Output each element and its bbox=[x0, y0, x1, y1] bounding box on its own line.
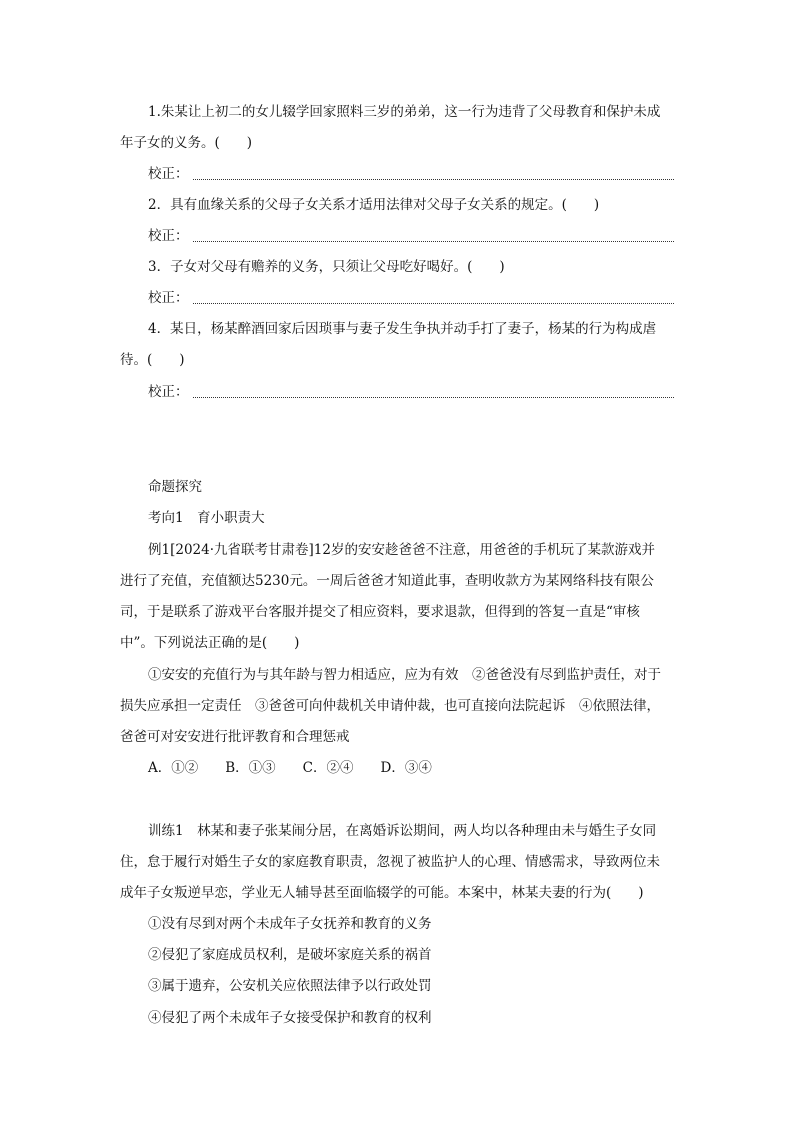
training-stem-line-2: 住，怠于履行对婚生子女的家庭教育职责，忽视了被监护人的心理、情感需求，导致两位未 bbox=[120, 854, 660, 870]
training-statement-4: ④侵犯了两个未成年子女接受保护和教育的权利 bbox=[148, 1010, 432, 1026]
example-statements-line-3: 爸爸可对安安进行批评教育和合理惩戒 bbox=[120, 729, 350, 745]
training-statement-2: ②侵犯了家庭成员权利，是破坏家庭关系的祸首 bbox=[148, 947, 432, 963]
question-4-line-1: 4．某日，杨某醉酒回家后因琐事与妻子发生争执并动手打了妻子，杨某的行为构成虐 bbox=[148, 321, 657, 337]
training-statement-1: ①没有尽到对两个未成年子女抚养和教育的义务 bbox=[148, 916, 432, 932]
example-stem-line-3: 司，于是联系了游戏平台客服并提交了相应资料，要求退款，但得到的答复一直是“审核 bbox=[120, 604, 640, 620]
training-statement-3: ③属于遗弃，公安机关应依照法律予以行政处罚 bbox=[148, 978, 432, 994]
question-1-line-2: 年子女的义务。( ) bbox=[120, 135, 253, 151]
example-statements-line-2: 损失应承担一定责任 ③爸爸可向仲裁机关申请仲裁，也可直接向法院起诉 ④依照法律， bbox=[120, 698, 660, 714]
question-3: 3．子女对父母有赡养的义务，只须让父母吃好喝好。( ) bbox=[148, 259, 505, 275]
example-stem-line-2: 进行了充值，充值额达5230元。一周后爸爸才知道此事，查明收款方为某网络科技有限公 bbox=[120, 573, 654, 589]
correction-label: 校正： bbox=[148, 384, 189, 400]
question-4-line-2: 待。( ) bbox=[120, 352, 185, 368]
correction-row-1 bbox=[148, 164, 674, 184]
training-stem-line-1: 训练1 林某和妻子张某闹分居，在离婚诉讼期间，两人均以各种理由未与婚生子女同 bbox=[148, 823, 657, 839]
section-title: 命题探究 bbox=[148, 479, 202, 495]
question-1-line-1: 1.朱某让上初二的女儿辍学回家照料三岁的弟弟，这一行为违背了父母教育和保护未成 bbox=[148, 104, 661, 120]
correction-label: 校正： bbox=[148, 228, 189, 244]
correction-row-4 bbox=[148, 382, 674, 402]
correction-blank[interactable] bbox=[193, 302, 675, 304]
correction-label: 校正： bbox=[148, 290, 189, 306]
direction-title: 考向1 育小职责大 bbox=[148, 510, 265, 526]
example-options: A．①② B．①③ C．②④ D．③④ bbox=[148, 760, 432, 776]
example-stem-line-4: 中”。下列说法正确的是( ) bbox=[120, 635, 300, 651]
training-stem-line-3: 成年子女叛逆早恋，学业无人辅导甚至面临辍学的可能。本案中，林某夫妻的行为( ) bbox=[120, 885, 644, 901]
correction-row-3 bbox=[148, 288, 674, 308]
example-stem-line-1: 例1[2024·九省联考甘肃卷]12岁的安安趁爸爸不注意，用爸爸的手机玩了某款游戏并 bbox=[148, 542, 655, 558]
correction-blank[interactable] bbox=[193, 240, 675, 242]
correction-blank[interactable] bbox=[193, 178, 675, 180]
question-2: 2．具有血缘关系的父母子女关系才适用法律对父母子女关系的规定。( ) bbox=[148, 197, 600, 213]
correction-row-2 bbox=[148, 226, 674, 246]
correction-label: 校正： bbox=[148, 166, 189, 182]
example-statements-line-1: ①安安的充值行为与其年龄与智力相适应，应为有效 ②爸爸没有尽到监护责任，对于 bbox=[148, 667, 661, 683]
correction-blank[interactable] bbox=[193, 396, 675, 398]
